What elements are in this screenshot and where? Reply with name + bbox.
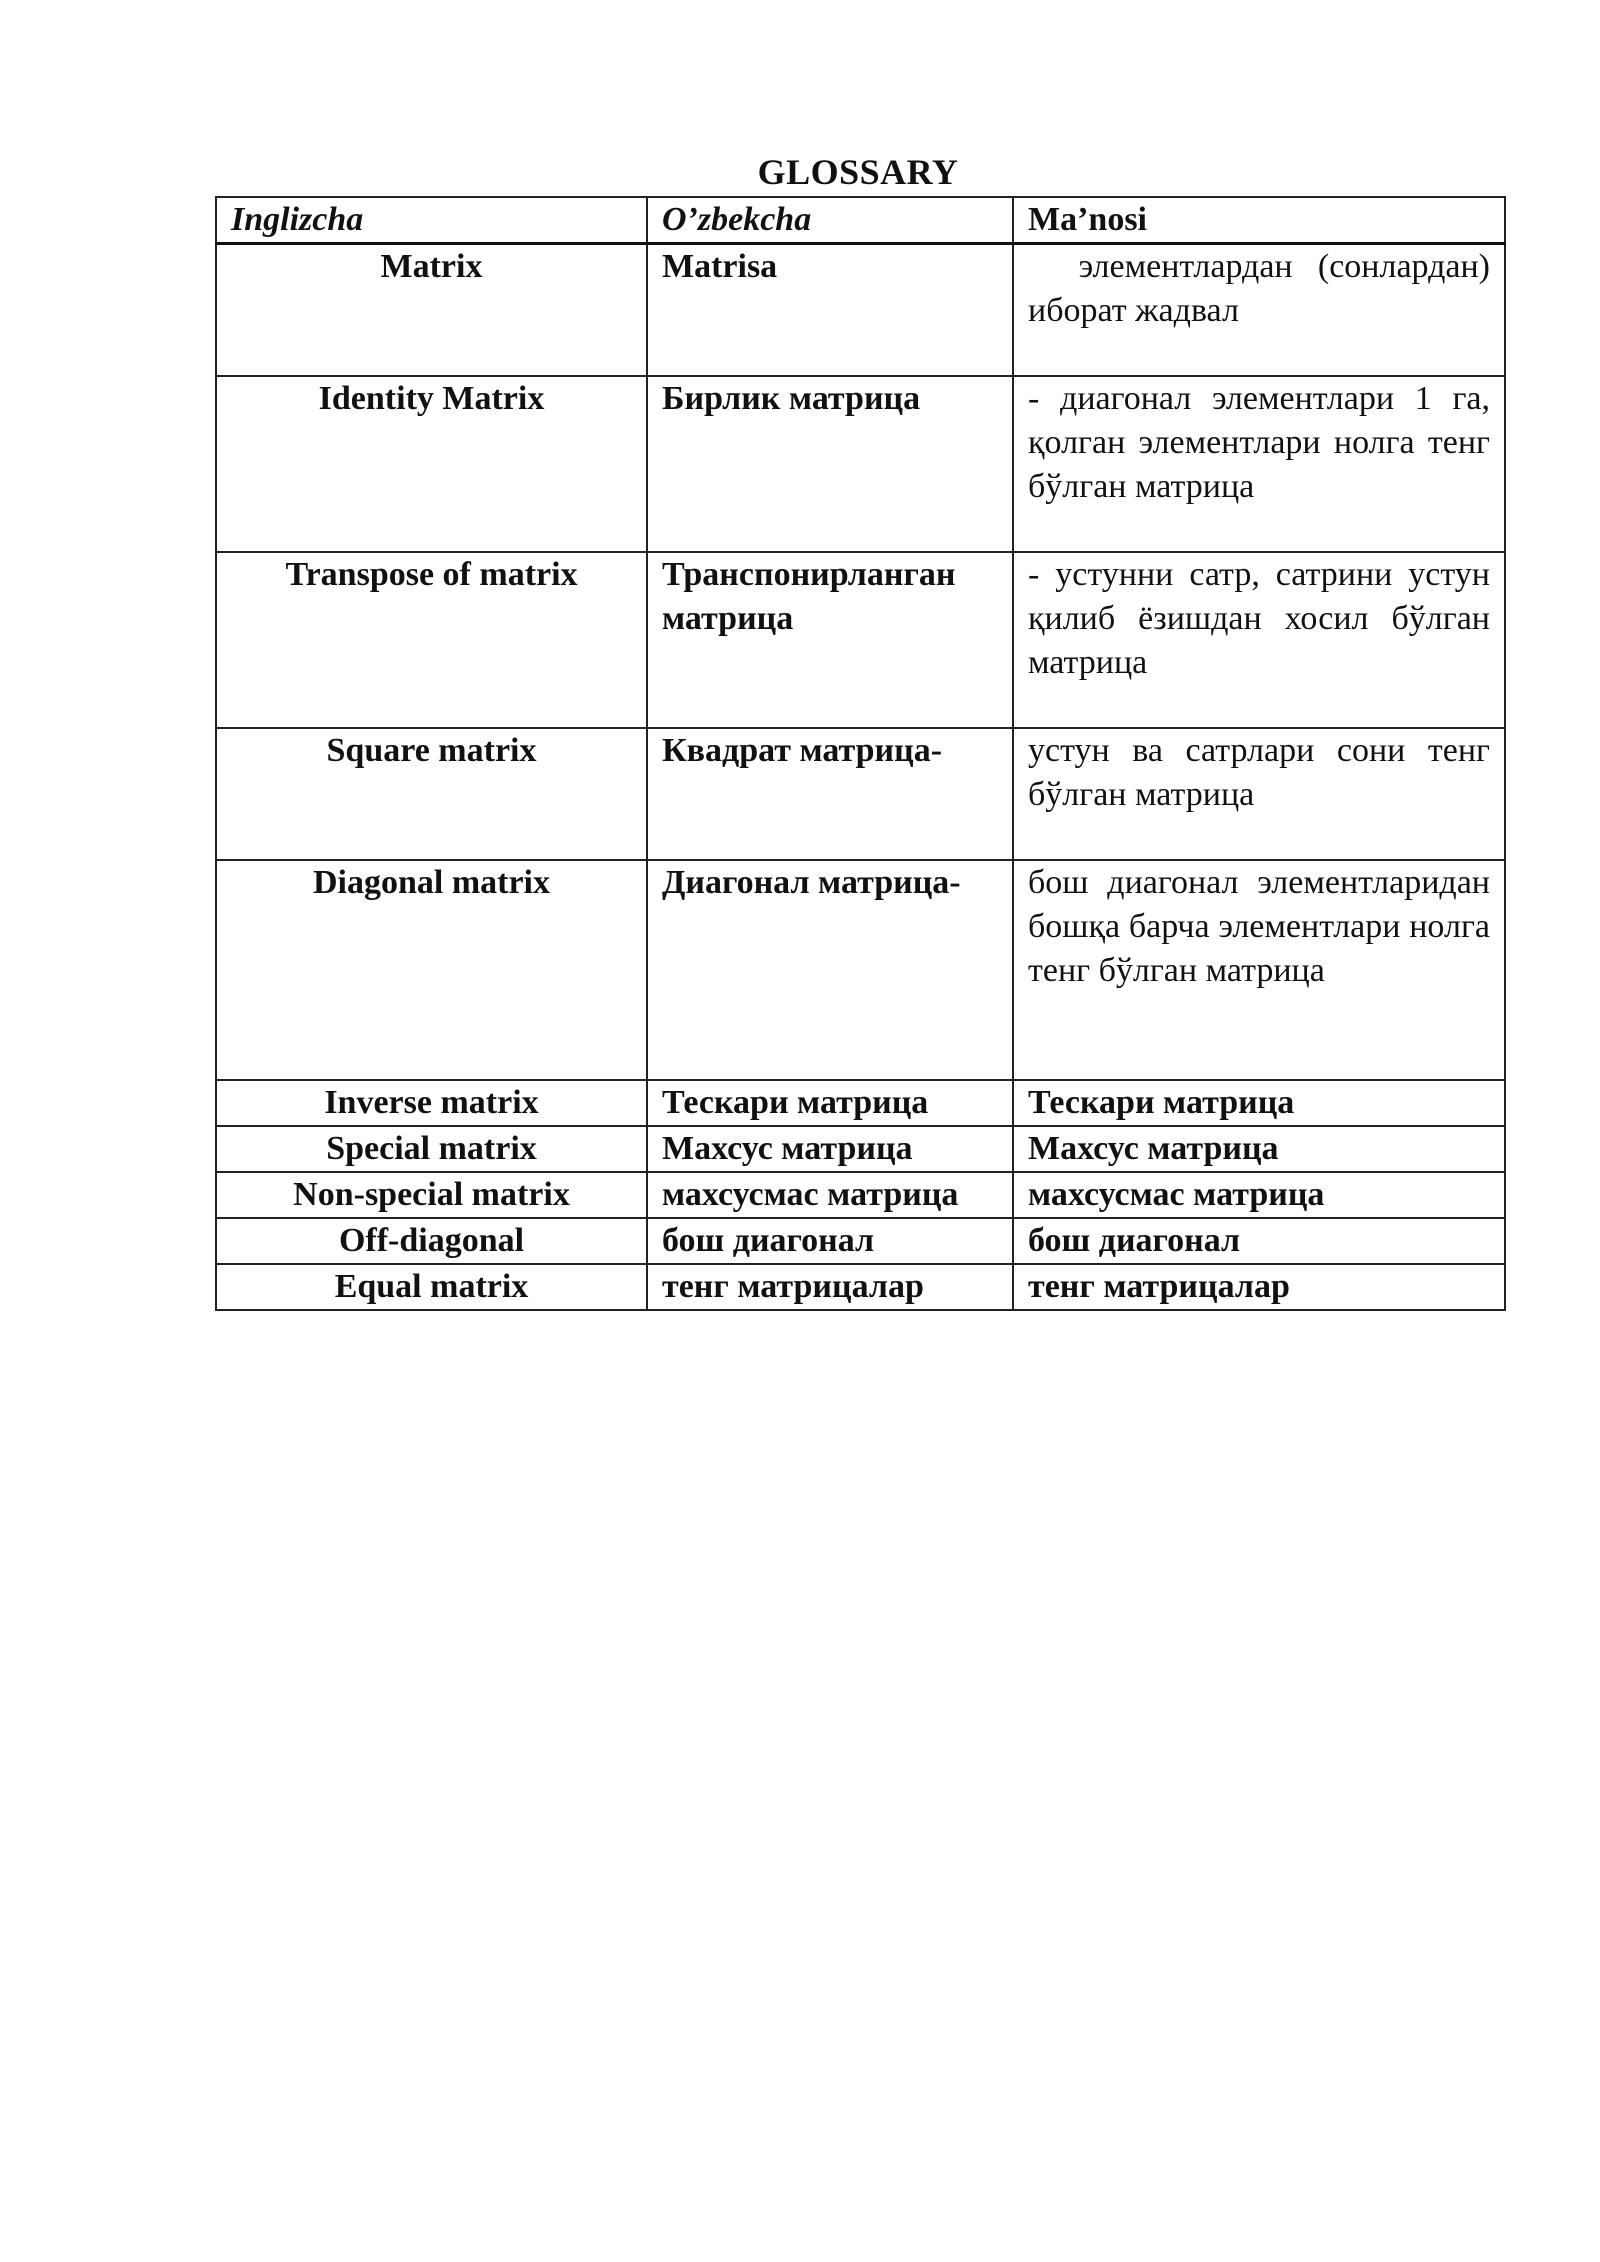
term-uzbek: Бирлик матрица xyxy=(647,376,1013,552)
term-english: Square matrix xyxy=(216,728,647,860)
header-english: Inglizcha xyxy=(216,197,647,244)
term-uzbek: Диагонал матрица- xyxy=(647,860,1013,1080)
term-english: Off-diagonal xyxy=(216,1218,647,1264)
term-english: Special matrix xyxy=(216,1126,647,1172)
term-meaning: Тескари матрица xyxy=(1013,1080,1505,1126)
table-row xyxy=(216,1080,1505,1126)
term-meaning: тенг матрицалар xyxy=(1013,1264,1505,1310)
table-row xyxy=(216,1126,1505,1172)
term-uzbek: бош диагонал xyxy=(647,1218,1013,1264)
table-row xyxy=(216,860,1505,1080)
term-meaning: бош диагонал элементларидан бошқа барча элементлари нолга тенг бўлган матрица xyxy=(1013,860,1505,1080)
table-row xyxy=(216,728,1505,860)
header-meaning: Ma’nosi xyxy=(1013,197,1505,244)
table-row xyxy=(216,552,1505,728)
term-uzbek: Matrisa xyxy=(647,244,1013,377)
term-meaning: устун ва сатрлари сони тенг бўлган матрица xyxy=(1013,728,1505,860)
term-uzbek: Махсус матрица xyxy=(647,1126,1013,1172)
term-uzbek: махсусмас матрица xyxy=(647,1172,1013,1218)
term-english: Non-special matrix xyxy=(216,1172,647,1218)
term-english: Identity Matrix xyxy=(216,376,647,552)
table-header xyxy=(216,197,1505,244)
table-row xyxy=(216,1218,1505,1264)
table-row xyxy=(216,1264,1505,1310)
glossary-table xyxy=(215,196,1506,1311)
header-row xyxy=(216,197,1505,244)
term-english: Equal matrix xyxy=(216,1264,647,1310)
term-uzbek: тенг матрицалар xyxy=(647,1264,1013,1310)
term-meaning: бош диагонал xyxy=(1013,1218,1505,1264)
term-uzbek: Квадрат матрица- xyxy=(647,728,1013,860)
term-uzbek: Транспонирланган матрица xyxy=(647,552,1013,728)
term-english: Transpose of matrix xyxy=(216,552,647,728)
term-english: Inverse matrix xyxy=(216,1080,647,1126)
term-meaning: Махсус матрица xyxy=(1013,1126,1505,1172)
table-row xyxy=(216,376,1505,552)
table-row xyxy=(216,1172,1505,1218)
term-english: Matrix xyxy=(216,244,647,377)
term-meaning: махсусмас матрица xyxy=(1013,1172,1505,1218)
page-title: GLOSSARY xyxy=(757,152,959,192)
header-uzbek: O’zbekcha xyxy=(647,197,1013,244)
term-meaning: элементлардан (сонлардан) иборат жадвал xyxy=(1013,244,1505,377)
table-body xyxy=(216,244,1505,1311)
table-row xyxy=(216,244,1505,377)
term-meaning: - диагонал элементлари 1 га, қолган элементлари нолга тенг бўлган матрица xyxy=(1013,376,1505,552)
term-uzbek: Тескари матрица xyxy=(647,1080,1013,1126)
term-english: Diagonal matrix xyxy=(216,860,647,1080)
term-meaning: - устунни сатр, сатрини устун қилиб ёзишдан хосил бўлган матрица xyxy=(1013,552,1505,728)
